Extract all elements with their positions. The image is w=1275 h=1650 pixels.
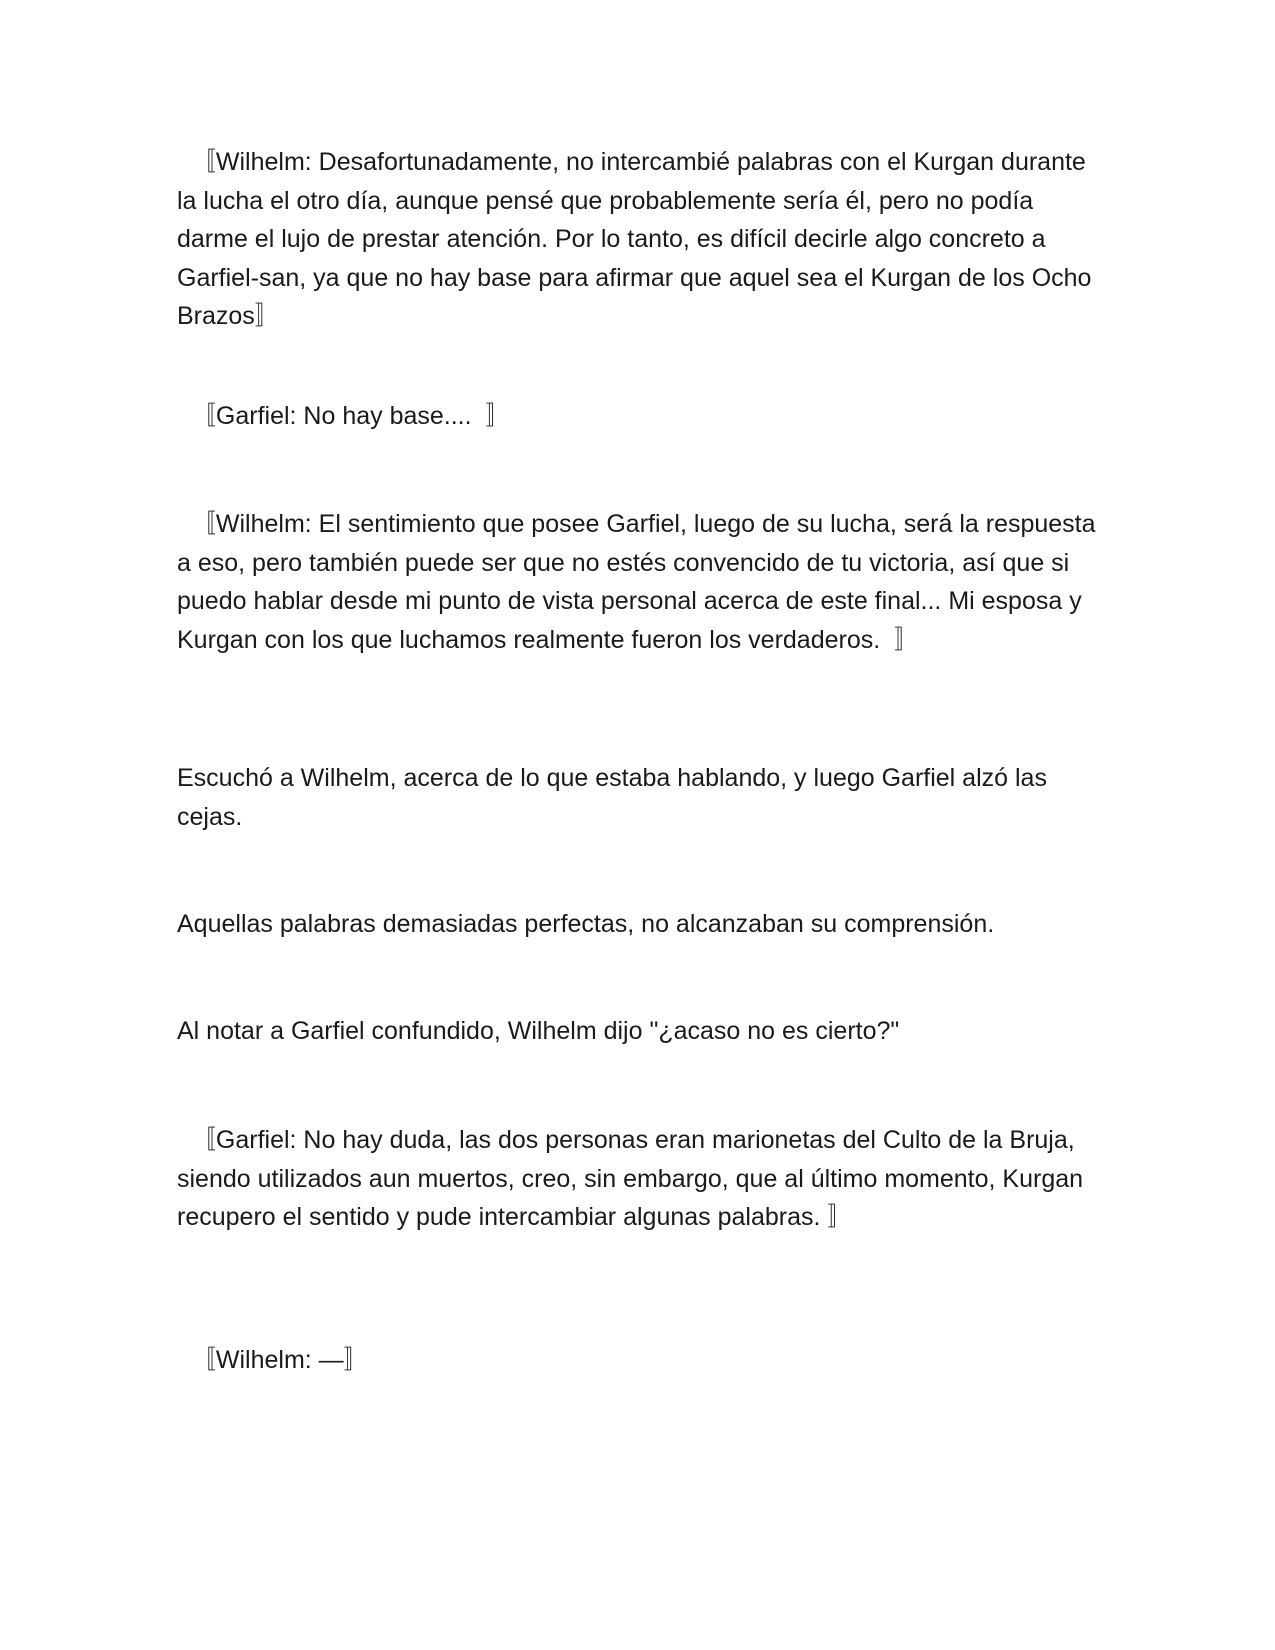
paragraph-wilhelm-2: 〚Wilhelm: El sentimiento que posee Garfiel, luego de su lucha, será la respuesta a eso, pero también puede ser que no estés convencido de tu victoria, así que si puedo hablar desde mi punto de vista personal acerca de este final... Mi esposa y Kurgan con los que luchamos realmente fueron los verdaderos. 〛 <box>177 510 1096 654</box>
paragraph-garfiel-2: 〚Garfiel: No hay duda, las dos personas eran marionetas del Culto de la Bruja, siendo utilizados aun muertos, creo, sin embargo, que al último momento, Kurgan recupero el sentido y pude intercambiar algunas palabras. 〛 <box>177 1126 1084 1231</box>
paragraph-wilhelm-1: 〚Wilhelm: Desafortunadamente, no intercambié palabras con el Kurgan durante la lucha el otro día, aunque pensé que probablemente sería él, pero no podía darme el lujo de prestar atención. Por lo tanto, es difícil decirle algo concreto a Garfiel-san, ya que no hay base para afirmar que aquel sea el Kurgan de los Ocho Brazos〛 <box>177 148 1092 330</box>
paragraph-wilhelm-3: 〚Wilhelm: —〛 <box>177 1346 369 1374</box>
paragraph-narration-2: Aquellas palabras demasiadas perfectas, no alcanzaban su comprensión. <box>177 910 995 938</box>
paragraph-narration-1: Escuchó a Wilhelm, acerca de lo que estaba hablando, y luego Garfiel alzó las cejas. <box>177 764 1047 831</box>
paragraph-garfiel-1: 〚Garfiel: No hay base.... 〛 <box>177 402 511 430</box>
paragraph-narration-3: Al notar a Garfiel confundido, Wilhelm dijo "¿acaso no es cierto?" <box>177 1017 900 1045</box>
